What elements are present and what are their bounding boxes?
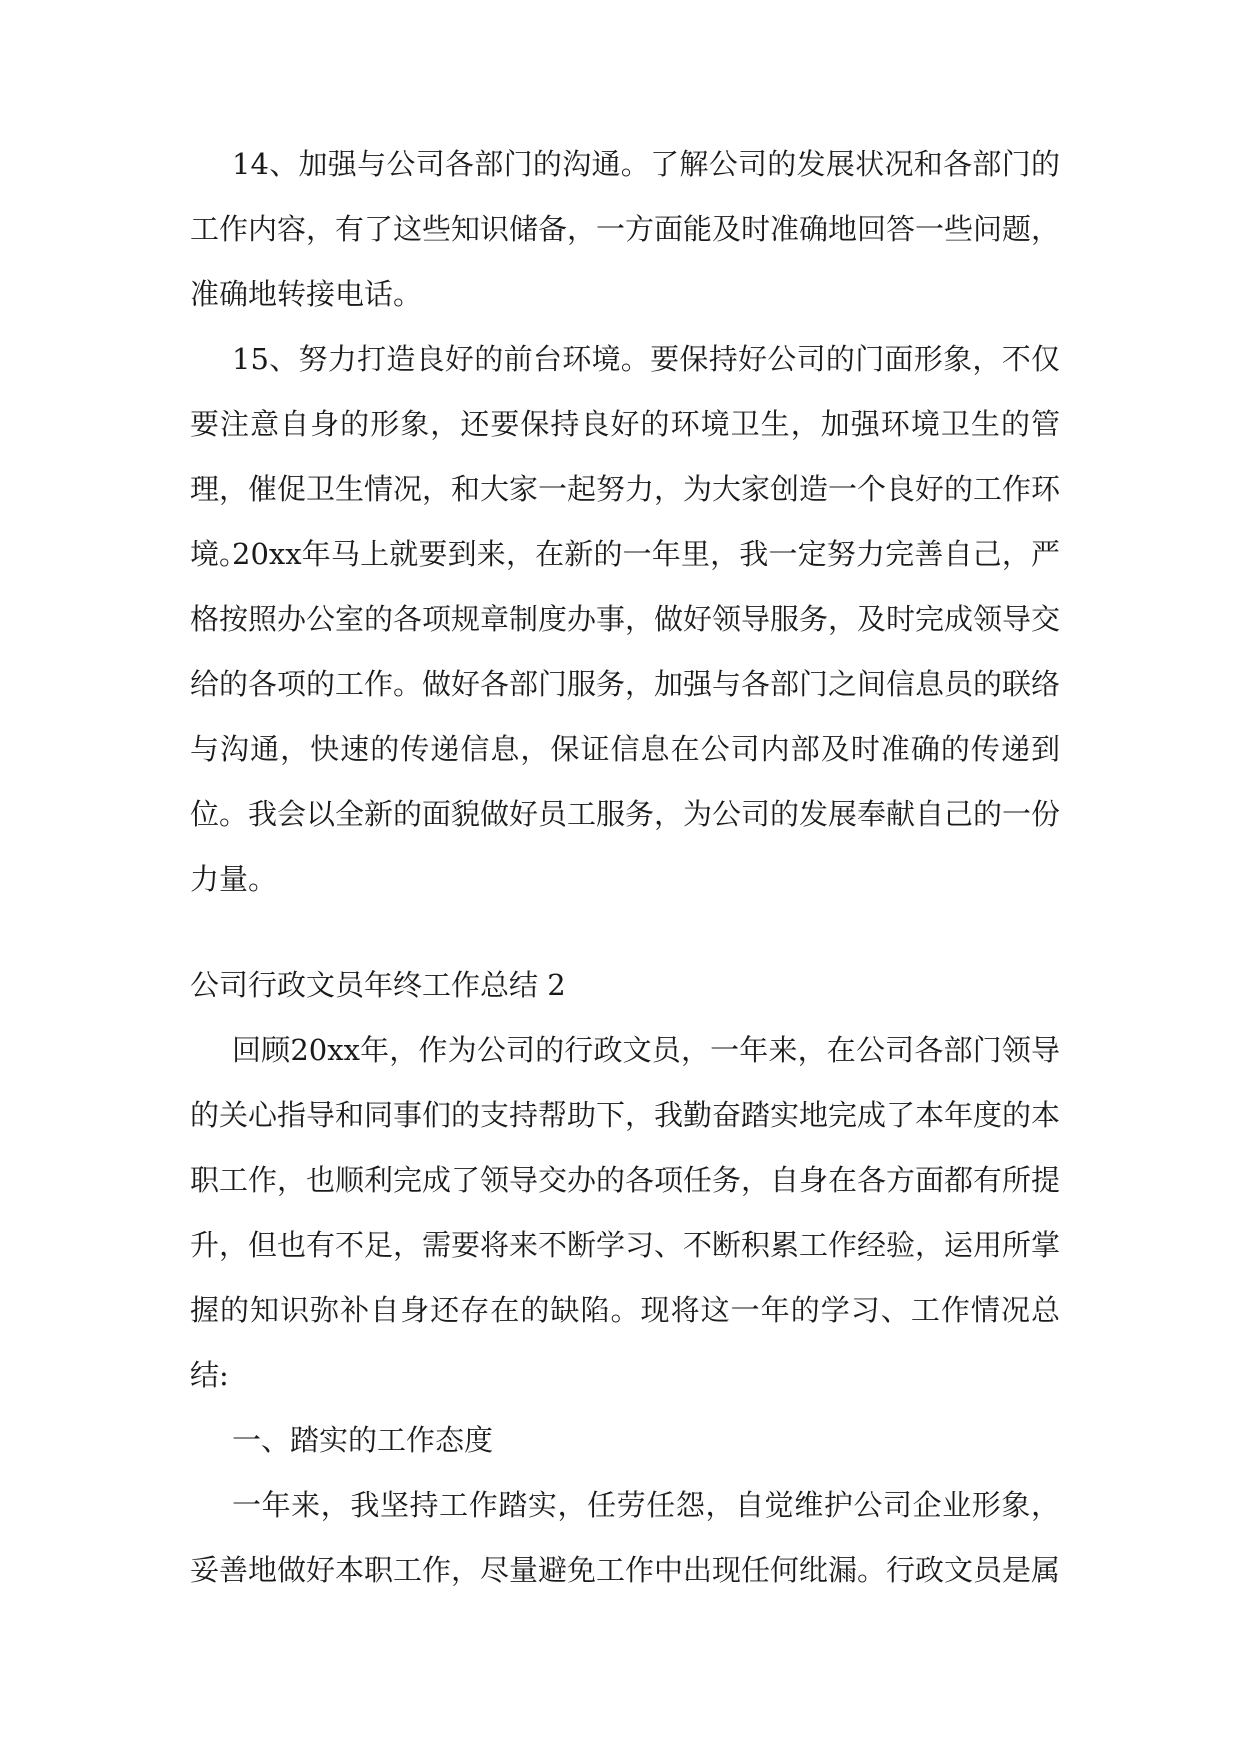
paragraph-year-review: 回顾20xx年，作为公司的行政文员，一年来，在公司各部门领导的关心指导和同事们的支持帮助下，我勤奋踏实地完成了本年度的本职工作，也顺利完成了领导交办的各项任务，自身在各方面都有所提升，但也有不足，需要将来不断学习、不断积累工作经验，运用所掌握的知识弥补自身还存在的缺陷。现将这一年的学习、工作情况总结: — [190, 1033, 1061, 1392]
subheading-work-attitude: 一、踏实的工作态度 — [232, 1423, 494, 1457]
paragraph-future-plan: 20xx年马上就要到来，在新的一年里，我一定努力完善自己，严格按照办公室的各项规章制度办事，做好领导服务，及时完成领导交给的各项的工作。做好各部门服务，加强与各部门之间信息员的联络与沟通，快速的传递信息，保证信息在公司内部及时准确的传递到位。我会以全新的面貌做好员工服务，为公司的发展奉献自己的一份力量。 — [190, 537, 1061, 896]
paragraph-item-14: 14、加强与公司各部门的沟通。了解公司的发展状况和各部门的工作内容，有了这些知识储备，一方面能及时准确地回答一些问题，准确地转接电话。 — [190, 147, 1061, 311]
paragraph-work-attitude: 一年来，我坚持工作踏实，任劳任怨，自觉维护公司企业形象，妥善地做好本职工作，尽量避免工作中出现任何纰漏。行政文员是属 — [190, 1488, 1061, 1587]
section-title: 公司行政文员年终工作总结 2 — [190, 968, 566, 1002]
paragraph-item-15: 15、努力打造良好的前台环境。要保持好公司的门面形象，不仅要注意自身的形象，还要保持良好的环境卫生，加强环境卫生的管理，催促卫生情况，和大家一起努力，为大家创造一个良好的工作环境。 — [190, 342, 1061, 571]
